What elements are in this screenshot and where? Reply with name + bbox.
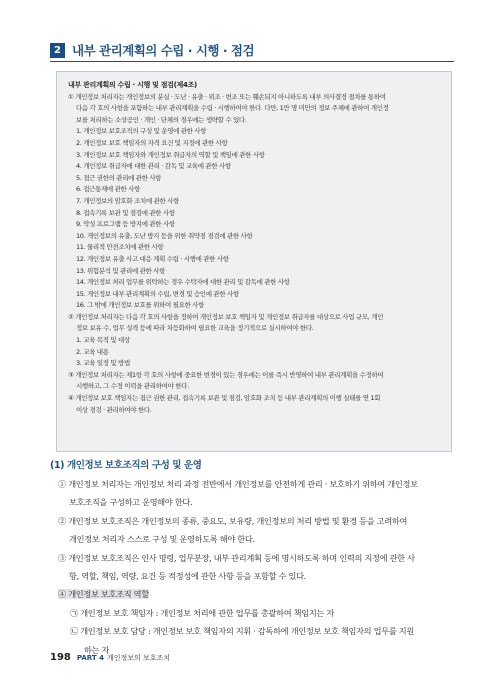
body-paragraph-line: ② 개인정보 보호조직은 개인정보의 종류, 중요도, 보유량, 개인정보의 처리 방법 및 환경 등을 고려하여 — [58, 515, 408, 526]
section-divider — [50, 61, 454, 62]
section-title: 내부 관리계획의 수립 · 시행 · 점검 — [72, 43, 255, 58]
subsection-body — [58, 475, 458, 659]
law-line: 12. 개인정보 유출 사고 대응 계획 수립 · 시행에 관한 사항 — [76, 254, 229, 263]
law-line: 3. 교육 일정 및 방법 — [76, 359, 130, 368]
law-line: 10. 개인정보의 유출, 도난 방지 등을 위한 취약점 점검에 관한 사항 — [76, 231, 253, 240]
body-sub-item: ㉠ 개인정보 보호 책임자 : 개인정보 처리에 관한 업무를 총괄하여 책임지는 자 — [70, 607, 334, 618]
part-title: 개인정보의 보호조치 — [106, 654, 171, 662]
law-line: 15. 개인정보 내부 관리계획의 수립, 변경 및 승인에 관한 사항 — [76, 289, 239, 298]
law-line: 11. 물리적 안전조치에 관한 사항 — [76, 243, 164, 252]
law-line: 4. 개인정보 취급자에 대한 관리 · 감독 및 교육에 관한 사항 — [76, 162, 231, 171]
part-label: PART 4 — [76, 654, 104, 662]
law-line: 13. 위험분석 및 관리에 관한 사항 — [76, 266, 166, 275]
law-line: ③ 개인정보 처리자는 제1항 각 호의 사항에 중요한 변경이 있는 경우에는 이를 즉시 반영하여 내부 관리계획을 수정하여 — [68, 370, 384, 379]
law-line: 8. 접속기록 보관 및 점검에 관한 사항 — [76, 208, 175, 217]
law-line: 3. 개인정보 보호 책임자와 개인정보 취급자의 역할 및 책임에 관한 사항 — [76, 150, 265, 159]
law-line: ① 개인정보 처리자는 개인정보의 분실 · 도난 · 유출 · 위조 · 변조 또는 훼손되지 아니하도록 내부 의사결정 절차를 통하여 — [68, 92, 386, 101]
highlight-text: ④ 개인정보 보호조직 역할 — [58, 589, 149, 600]
law-line: 5. 접근 권한의 관리에 관한 사항 — [76, 173, 162, 182]
section-header — [50, 41, 254, 59]
law-line: 16. 그 밖에 개인정보 보호를 위하여 필요한 사항 — [76, 301, 205, 310]
subsection-heading: (1) 개인정보 보호조직의 구성 및 운영 — [50, 460, 202, 471]
law-line: 시행하고, 그 수정 이력을 관리하여야 한다. — [76, 382, 189, 391]
law-excerpt-box — [56, 71, 452, 452]
body-sub-item: ㉡ 개인정보 보호 담당 : 개인정보 보호 책임자의 지휘 · 감독하에 개인정보 보호 책임자의 업무를 지원 — [70, 626, 414, 637]
law-title: 내부 관리계획의 수립 · 시행 및 점검(제4조) — [68, 81, 197, 89]
law-line: 1. 교육 목적 및 대상 — [76, 336, 130, 345]
law-line: 다음 각 호의 사항을 포함하는 내부 관리계획을 수립 · 시행하여야 한다. 다만, 1만 명 미만의 정보 주체에 관하여 개인정 — [76, 104, 389, 113]
page-footer — [50, 652, 170, 663]
body-paragraph-line: 개인정보 처리자 스스로 구성 및 운영하도록 해야 한다. — [69, 534, 255, 545]
law-line: 2. 교육 내용 — [76, 347, 109, 356]
page-number: 198 — [50, 652, 71, 663]
highlighted-list-heading — [58, 585, 458, 603]
law-line: 1. 개인정보 보호조직의 구성 및 운영에 관한 사항 — [76, 127, 207, 136]
body-sub-item-continuation: 하는 자 — [84, 644, 110, 655]
law-line: 9. 악성 프로그램 등 방지에 관한 사항 — [76, 220, 175, 229]
law-line: 정보 보유 수, 업무 성격 등에 따라 차등화하여 필요한 교육을 정기적으로 실시하여야 한다. — [76, 324, 314, 333]
law-line: ② 개인정보 처리자는 다음 각 호의 사항을 정하여 개인정보 보호 책임자 및 개인정보 취급자를 대상으로 사업 규모, 개인 — [68, 312, 384, 321]
section-number-badge: 2 — [50, 43, 65, 58]
law-line: 2. 개인정보 보호 책임자의 자격 요건 및 지정에 관한 사항 — [76, 138, 228, 147]
body-paragraph-line: 보호조직을 구성하고 운영해야 한다. — [69, 497, 193, 508]
body-paragraph-line: ① 개인정보 처리자는 개인정보 처리 과정 전반에서 개인정보를 안전하게 관리 · 보호하기 위하여 개인정보 — [58, 479, 418, 489]
law-line: 이상 점검 · 관리하여야 한다. — [76, 405, 152, 414]
law-line: ④ 개인정보 보호 책임자는 접근 권한 관리, 접속기록 보관 및 점검, 암호화 조치 등 내부 관리계획의 이행 실태를 연 1회 — [68, 394, 381, 403]
law-line: 7. 개인정보의 암호화 조치에 관한 사항 — [76, 196, 180, 205]
law-line: 6. 접근통제에 관한 사항 — [76, 185, 141, 194]
law-line: 보를 처리하는 소상공인 · 개인 · 단체의 경우에는 생략할 수 있다. — [76, 115, 247, 124]
body-paragraph-line: 항, 역할, 책임, 역량, 요건 등 적정성에 관한 사항 등을 포함할 수 있다. — [69, 571, 306, 582]
law-line: 14. 개인정보 처리 업무를 위탁하는 경우 수탁자에 대한 관리 및 감독에 관한 사항 — [76, 278, 290, 287]
body-paragraph-line: ③ 개인정보 보호조직은 인사 명령, 업무분장, 내부 관리계획 등에 명시하도록 하며 인력의 지정에 관한 사 — [58, 552, 415, 563]
